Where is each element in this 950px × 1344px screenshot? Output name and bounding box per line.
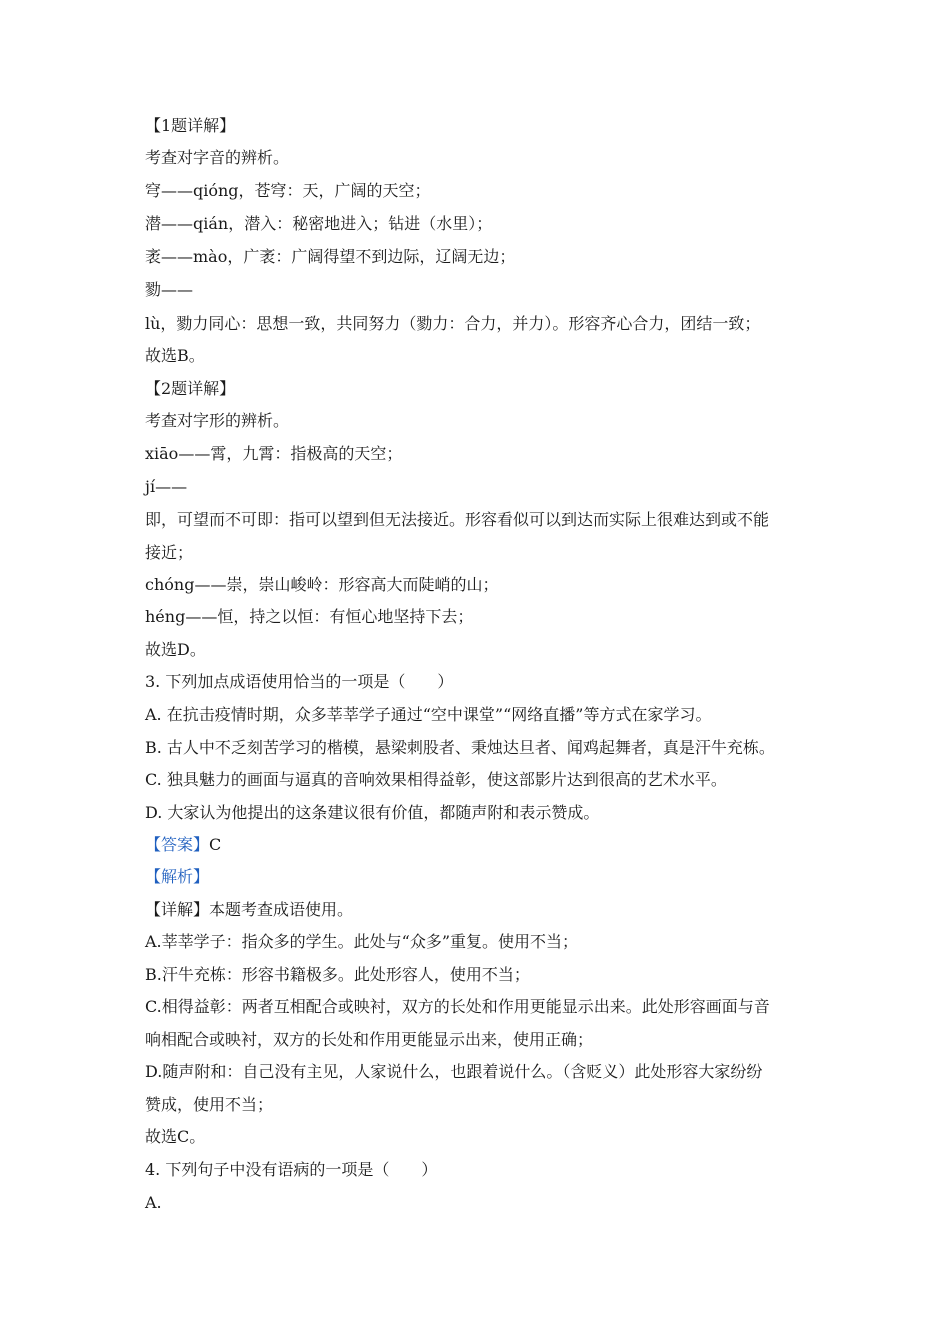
text-line: 故选D。 xyxy=(145,640,206,659)
text-line: lù，勠力同心：思想一致，共同努力（勠力：合力，并力）。形容齐心合力，团结一致； xyxy=(145,314,761,333)
text-line: 故选B。 xyxy=(145,346,205,365)
text-line: héng——恒，持之以恒：有恒心地坚持下去； xyxy=(145,607,474,626)
text-line: C.相得益彰：两者互相配合或映衬，双方的长处和作用更能显示出来。此处形容画面与音 xyxy=(145,997,770,1016)
option-b: B. 古人中不乏刻苦学习的楷模，悬梁刺股者、秉烛达旦者、闻鸡起舞者，真是汗牛充栋。 xyxy=(145,738,775,757)
text-line: 接近； xyxy=(145,543,194,562)
text-line: 即，可望而不可即：指可以望到但无法接近。形容看似可以到达而实际上很难达到或不能 xyxy=(145,510,770,529)
question-4-stem: 4. 下列句子中没有语病的一项是（ ） xyxy=(145,1160,438,1179)
section-heading-q1: 【1题详解】 xyxy=(145,116,236,135)
text-line: 故选C。 xyxy=(145,1127,206,1146)
text-line: D.随声附和：自己没有主见，人家说什么，也跟着说什么。（含贬义）此处形容大家纷纷 xyxy=(145,1062,763,1081)
text-line: 勠—— xyxy=(145,280,194,299)
option-a: A. 在抗击疫情时期，众多莘莘学子通过“空中课堂”“网络直播”等方式在家学习。 xyxy=(145,705,712,724)
text-line: 【详解】本题考查成语使用。 xyxy=(145,900,354,919)
text-line: 响相配合或映衬，双方的长处和作用更能显示出来，使用正确； xyxy=(145,1030,594,1049)
text-line: xiāo——霄，九霄：指极高的天空； xyxy=(145,444,403,463)
analysis-tag: 【解析】 xyxy=(145,867,210,886)
answer-line xyxy=(145,834,221,856)
text-line: chóng——崇，崇山峻岭：形容高大而陡峭的山； xyxy=(145,575,499,594)
answer-value: C xyxy=(209,835,222,854)
text-line: 穹——qióng，苍穹：天，广阔的天空； xyxy=(145,181,431,200)
option-d: D. 大家认为他提出的这条建议很有价值，都随声附和表示赞成。 xyxy=(145,803,600,822)
answer-tag: 【答案】 xyxy=(145,835,210,854)
section-heading-q2: 【2题详解】 xyxy=(145,379,236,398)
text-line: 袤——mào，广袤：广阔得望不到边际，辽阔无边； xyxy=(145,247,516,266)
text-line: A.莘莘学子：指众多的学生。此处与“众多”重复。使用不当； xyxy=(145,932,579,951)
option-c: C. 独具魅力的画面与逼真的音响效果相得益彰，使这部影片达到很高的艺术水平。 xyxy=(145,770,727,789)
text-line: 考查对字形的辨析。 xyxy=(145,411,290,430)
text-line: 潜——qián，潜入：秘密地进入；钻进（水里）； xyxy=(145,214,493,233)
text-line: 考查对字音的辨析。 xyxy=(145,148,290,167)
text-line: jí—— xyxy=(145,477,188,496)
text-line: B.汗牛充栋：形容书籍极多。此处形容人，使用不当； xyxy=(145,965,530,984)
question-3-stem: 3. 下列加点成语使用恰当的一项是（ ） xyxy=(145,672,454,691)
text-line: 赞成，使用不当； xyxy=(145,1095,274,1114)
option-a: A. xyxy=(145,1193,162,1212)
